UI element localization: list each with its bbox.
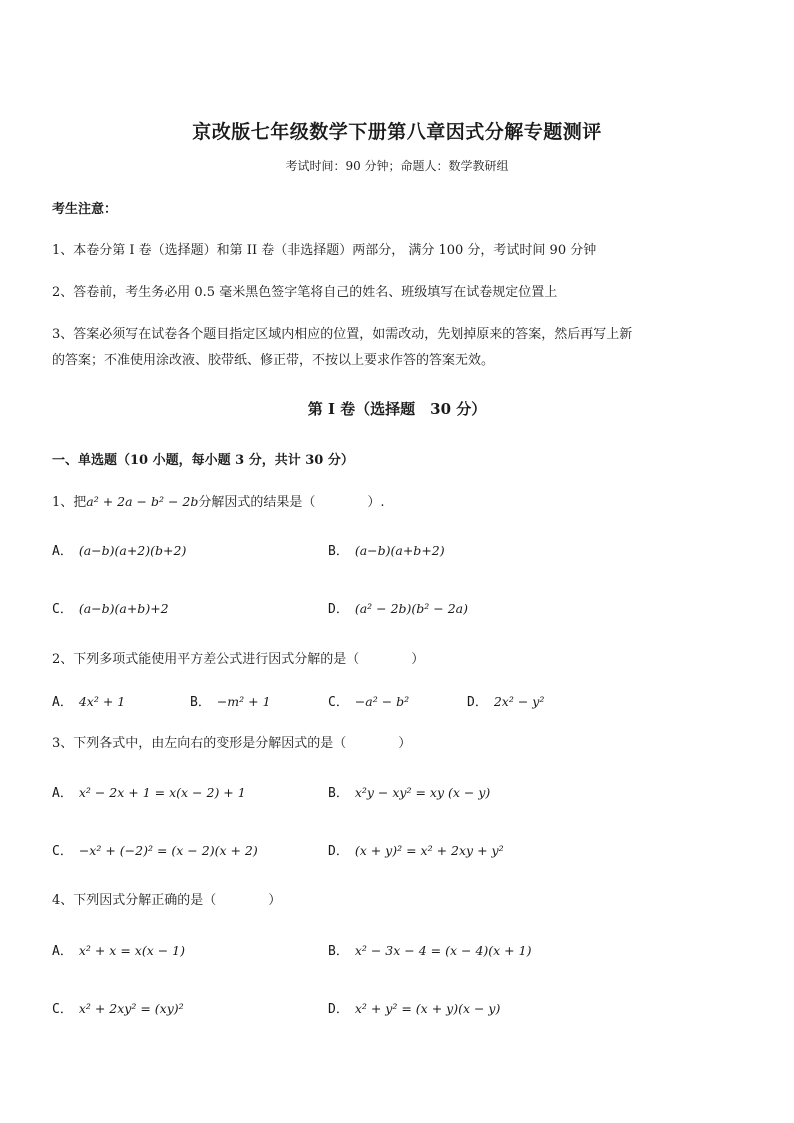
question-suffix: 分解因式的结果是（ ）.	[198, 495, 385, 510]
option-label: C．	[52, 602, 73, 617]
option-label: B．	[328, 544, 349, 559]
option-b[interactable]	[190, 696, 271, 709]
option-text: (a−b)(a+b)+2	[78, 601, 169, 616]
option-text: −m² + 1	[216, 694, 271, 709]
option-label: B．	[190, 695, 211, 710]
option-text: (x + y)² = x² + 2xy + y²	[354, 843, 504, 858]
option-text: −a² − b²	[354, 694, 410, 709]
option-text: x² + x = x(x − 1)	[78, 943, 186, 958]
option-c[interactable]	[52, 603, 169, 616]
option-label: D．	[328, 844, 349, 859]
option-label: C．	[52, 844, 73, 859]
option-label: B．	[328, 944, 349, 959]
option-text: x² − 2x + 1 = x(x − 2) + 1	[78, 785, 246, 800]
option-c[interactable]	[328, 696, 409, 709]
notice-heading: 考生注意：	[52, 202, 118, 217]
option-text: x²y − xy² = xy (x − y)	[354, 785, 491, 800]
notice-item: 的答案；不准使用涂改液、胶带纸、修正带，不按以上要求作答的答案无效。	[52, 353, 495, 368]
question-prompt: 3、下列各式中，由左向右的变形是分解因式的是（ ）	[52, 736, 412, 751]
option-c[interactable]	[52, 845, 258, 858]
part-heading: 一、单选题（10 小题，每小题 3 分，共计 30 分）	[52, 453, 354, 468]
option-label: A．	[52, 544, 73, 559]
option-b[interactable]	[328, 545, 445, 558]
option-c[interactable]	[52, 1003, 184, 1016]
option-label: C．	[328, 695, 349, 710]
option-text: −x² + (−2)² = (x − 2)(x + 2)	[78, 843, 258, 858]
option-text: x² + y² = (x + y)(x − y)	[354, 1001, 501, 1016]
option-label: B．	[328, 786, 349, 801]
option-text: x² + 2xy² = (xy)²	[78, 1001, 184, 1016]
option-d[interactable]	[328, 603, 468, 616]
option-d[interactable]	[467, 696, 544, 709]
option-b[interactable]	[328, 945, 531, 958]
option-text: (a−b)(a+b+2)	[354, 543, 445, 558]
option-a[interactable]	[52, 787, 246, 800]
option-label: D．	[328, 602, 349, 617]
option-a[interactable]	[52, 945, 185, 958]
question-prompt: 2、下列多项式能使用平方差公式进行因式分解的是（ ）	[52, 652, 425, 667]
question-prompt: 4、下列因式分解正确的是（ ）	[52, 893, 282, 908]
option-b[interactable]	[328, 787, 490, 800]
option-label: D．	[467, 695, 488, 710]
question-prompt	[52, 496, 385, 509]
option-label: A．	[52, 695, 73, 710]
page-title: 京改版七年级数学下册第八章因式分解专题测评	[192, 121, 602, 143]
section-title: 第 I 卷（选择题 30 分）	[307, 400, 487, 418]
notice-item: 3、答案必须写在试卷各个题目指定区域内相应的位置，如需改动，先划掉原来的答案，然后再写上新	[52, 327, 633, 342]
exam-info: 考试时间：90 分钟；命题人：数学教研组	[285, 159, 509, 173]
option-text: x² − 3x − 4 = (x − 4)(x + 1)	[354, 943, 532, 958]
notice-item: 2、答卷前，考生务必用 0.5 毫米黑色签字笔将自己的姓名、班级填写在试卷规定位置上	[52, 285, 558, 300]
question-math: a² + 2a − b² − 2b	[86, 494, 199, 509]
notice-item: 1、本卷分第 I 卷（选择题）和第 II 卷（非选择题）两部分， 满分 100 分，考试时间 90 分钟	[52, 243, 597, 258]
option-label: D．	[328, 1002, 349, 1017]
option-label: A．	[52, 786, 73, 801]
option-d[interactable]	[328, 1003, 500, 1016]
option-a[interactable]	[52, 696, 125, 709]
option-text: 2x² − y²	[493, 694, 545, 709]
option-text: (a−b)(a+2)(b+2)	[78, 543, 187, 558]
option-text: (a² − 2b)(b² − 2a)	[354, 601, 469, 616]
option-d[interactable]	[328, 845, 504, 858]
option-a[interactable]	[52, 545, 186, 558]
question-prefix: 1、把	[52, 495, 87, 510]
option-text: 4x² + 1	[78, 694, 126, 709]
option-label: A．	[52, 944, 73, 959]
option-label: C．	[52, 1002, 73, 1017]
